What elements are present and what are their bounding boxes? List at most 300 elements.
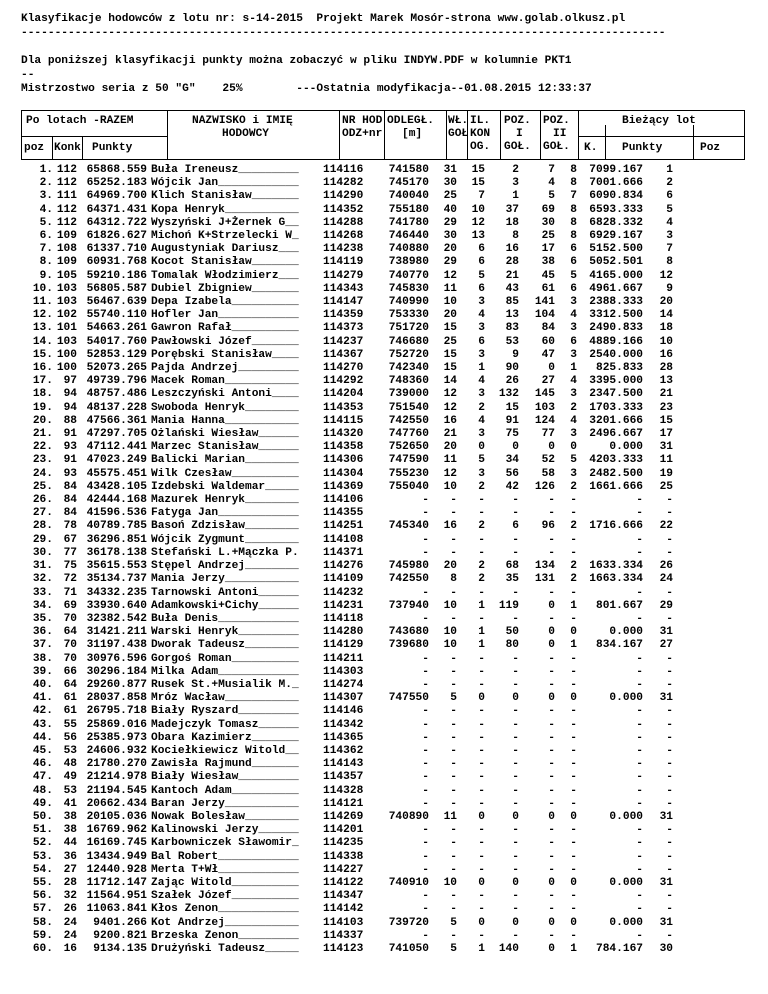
row-il-kon: - [478, 850, 485, 863]
table-row [21, 771, 673, 784]
row-poz-i: - [512, 903, 519, 916]
row-il-kon: 0 [478, 916, 485, 929]
row-current-poz: 27 [659, 639, 673, 652]
row-konk: 49 [63, 771, 77, 784]
row-il-kon: 2 [478, 520, 485, 533]
row-position: 48. [32, 784, 53, 797]
row-current-points: 3201.666 [589, 414, 643, 427]
row-k: 1 [570, 942, 577, 955]
row-konk: 78 [63, 520, 77, 533]
row-current-poz: - [666, 837, 673, 850]
row-il-kon: 5 [478, 454, 485, 467]
table-row [21, 468, 673, 481]
row-il-kon: 7 [478, 190, 485, 203]
row-breeder-name: Fatyga Jan____________ [151, 507, 299, 520]
row-konk: 84 [63, 480, 77, 493]
row-position: 29. [32, 533, 53, 546]
row-breeder-name: Zając Witold__________ [151, 876, 299, 889]
row-il-kon: - [478, 494, 485, 507]
row-konk: 53 [63, 784, 77, 797]
row-current-points: 2540.000 [589, 348, 643, 361]
row-wl-gol: - [450, 784, 457, 797]
row-points: 47297.705 [86, 428, 147, 441]
row-position: 11. [32, 296, 53, 309]
row-distance: 739000 [388, 388, 429, 401]
row-distance: 748360 [388, 375, 429, 388]
header-divider [52, 136, 53, 160]
row-poz-ii: 141 [534, 296, 555, 309]
table-row [21, 758, 673, 771]
row-wl-gol: - [450, 678, 457, 691]
row-distance: 755180 [388, 203, 429, 216]
row-current-points: 0.000 [609, 810, 643, 823]
row-wl-gol: 11 [443, 454, 457, 467]
row-current-poz: 31 [659, 916, 673, 929]
row-il-kon: - [478, 863, 485, 876]
table-row [21, 190, 673, 203]
row-current-poz: - [666, 718, 673, 731]
row-k: 8 [570, 177, 577, 190]
row-poz-ii: - [548, 494, 555, 507]
header-divider [578, 110, 579, 160]
row-current-points: 2496.667 [589, 428, 643, 441]
row-current-points: 2482.500 [589, 467, 643, 480]
row-position: 9. [39, 269, 53, 282]
row-current-points: 4165.000 [589, 269, 643, 282]
row-poz-i: 140 [498, 942, 519, 955]
row-current-poz: 13 [659, 375, 673, 388]
row-breeder-name: Szałek Józef__________ [151, 890, 299, 903]
table-row [21, 890, 673, 903]
row-poz-i: - [512, 863, 519, 876]
row-konk: 64 [63, 626, 77, 639]
row-k: - [570, 797, 577, 810]
row-poz-i: 9 [512, 348, 519, 361]
row-poz-ii: - [548, 824, 555, 837]
row-current-poz: - [666, 771, 673, 784]
row-poz-ii: 69 [541, 203, 555, 216]
row-current-poz: 18 [659, 322, 673, 335]
row-nr-hod: 114109 [323, 573, 364, 586]
row-points: 34332.235 [86, 586, 147, 599]
row-distance: - [422, 705, 429, 718]
row-breeder-name: Gawron Rafał__________ [151, 322, 299, 335]
row-current-points: 2347.500 [589, 388, 643, 401]
row-il-kon: 12 [471, 216, 485, 229]
row-poz-ii: - [548, 890, 555, 903]
row-breeder-name: Pawłowski Józef_______ [151, 335, 299, 348]
table-row [21, 877, 673, 890]
row-poz-ii: - [548, 850, 555, 863]
row-wl-gol: 12 [443, 388, 457, 401]
row-distance: 751540 [388, 401, 429, 414]
row-distance: 742550 [388, 573, 429, 586]
row-poz-ii: 47 [541, 348, 555, 361]
row-points: 40789.785 [86, 520, 147, 533]
row-nr-hod: 114201 [323, 824, 364, 837]
row-distance: - [422, 507, 429, 520]
row-current-poz: 15 [659, 414, 673, 427]
row-points: 41596.536 [86, 507, 147, 520]
row-poz-ii: 38 [541, 256, 555, 269]
row-current-poz: - [666, 863, 673, 876]
table-row [21, 745, 673, 758]
row-poz-ii: 131 [534, 573, 555, 586]
row-k: 7 [570, 190, 577, 203]
table-row [21, 705, 673, 718]
row-k: - [570, 665, 577, 678]
row-poz-ii: 0 [548, 810, 555, 823]
row-nr-hod: 114119 [323, 256, 364, 269]
row-points: 59210.186 [86, 269, 147, 282]
row-konk: 24 [63, 916, 77, 929]
row-current-points: 7001.666 [589, 177, 643, 190]
row-nr-hod: 114355 [323, 507, 364, 520]
row-points: 11712.147 [86, 876, 147, 889]
row-il-kon: - [478, 744, 485, 757]
row-konk: 69 [63, 599, 77, 612]
row-wl-gol: 12 [443, 401, 457, 414]
row-position: 22. [32, 441, 53, 454]
row-k: - [570, 903, 577, 916]
row-current-points: 0.000 [609, 916, 643, 929]
row-current-poz: - [666, 744, 673, 757]
row-distance: 740770 [388, 269, 429, 282]
row-breeder-name: Karbowniczek Sławomir_ [151, 837, 299, 850]
row-position: 7. [39, 243, 53, 256]
row-points: 60931.768 [86, 256, 147, 269]
row-poz-ii: - [548, 744, 555, 757]
row-current-poz: 20 [659, 296, 673, 309]
row-nr-hod: 114276 [323, 560, 364, 573]
header-b-punkty: Punkty [622, 142, 663, 154]
table-row [21, 903, 673, 916]
row-poz-i: - [512, 837, 519, 850]
row-current-poz: 26 [659, 560, 673, 573]
row-wl-gol: 29 [443, 256, 457, 269]
row-k: - [570, 929, 577, 942]
row-konk: 70 [63, 612, 77, 625]
table-row [21, 547, 673, 560]
row-distance: 745170 [388, 177, 429, 190]
row-points: 25385.973 [86, 731, 147, 744]
row-poz-ii: 134 [534, 560, 555, 573]
row-wl-gol: - [450, 612, 457, 625]
row-position: 47. [32, 771, 53, 784]
row-current-points: - [636, 652, 643, 665]
row-breeder-name: Porębski Stanisław____ [151, 348, 299, 361]
row-current-poz: 2 [666, 177, 673, 190]
row-wl-gol: 14 [443, 375, 457, 388]
row-wl-gol: - [450, 771, 457, 784]
row-poz-i: - [512, 546, 519, 559]
row-points: 64969.700 [86, 190, 147, 203]
row-position: 16. [32, 362, 53, 375]
row-current-poz: - [666, 705, 673, 718]
header-wl: WŁ. [448, 115, 469, 127]
header-m: [m] [402, 128, 423, 140]
row-breeder-name: Dworak Tadeusz________ [151, 639, 299, 652]
row-il-kon: - [478, 929, 485, 942]
header-hodowcy: HODOWCY [222, 128, 269, 140]
row-il-kon: 1 [478, 599, 485, 612]
row-poz-ii: 52 [541, 454, 555, 467]
table-row [21, 573, 673, 586]
row-position: 54. [32, 863, 53, 876]
row-poz-i: - [512, 507, 519, 520]
row-current-points: - [636, 507, 643, 520]
row-poz-ii: 0 [548, 362, 555, 375]
row-distance: 747550 [388, 692, 429, 705]
row-il-kon: - [478, 837, 485, 850]
row-points: 30296.184 [86, 665, 147, 678]
header-divider [540, 110, 541, 160]
row-poz-i: - [512, 850, 519, 863]
row-konk: 112 [56, 177, 77, 190]
header-i: I [516, 128, 523, 140]
row-nr-hod: 114268 [323, 230, 364, 243]
row-distance: 745980 [388, 560, 429, 573]
row-current-poz: - [666, 678, 673, 691]
row-breeder-name: Mazurek Henryk________ [151, 494, 299, 507]
header-divider [339, 110, 340, 160]
row-poz-i: 28 [505, 256, 519, 269]
row-current-points: 6929.167 [589, 230, 643, 243]
row-current-points: - [636, 612, 643, 625]
row-points: 36178.138 [86, 546, 147, 559]
row-konk: 53 [63, 744, 77, 757]
row-breeder-name: Macek Roman___________ [151, 375, 299, 388]
row-il-kon: 3 [478, 348, 485, 361]
row-distance: 742340 [388, 362, 429, 375]
table-row [21, 719, 673, 732]
row-k: - [570, 546, 577, 559]
row-current-points: 1716.666 [589, 520, 643, 533]
row-nr-hod: 114274 [323, 678, 364, 691]
row-current-poz: - [666, 507, 673, 520]
row-breeder-name: Nowak Bolesław________ [151, 810, 299, 823]
row-points: 64371.431 [86, 203, 147, 216]
row-k: 3 [570, 296, 577, 309]
table-row [21, 494, 673, 507]
row-il-kon: 2 [478, 573, 485, 586]
row-position: 40. [32, 678, 53, 691]
row-wl-gol: - [450, 824, 457, 837]
table-row [21, 204, 673, 217]
row-nr-hod: 114115 [323, 414, 364, 427]
header-rule [578, 136, 745, 137]
row-nr-hod: 114269 [323, 810, 364, 823]
row-il-kon: - [478, 705, 485, 718]
row-nr-hod: 114122 [323, 876, 364, 889]
row-points: 20105.036 [86, 810, 147, 823]
row-konk: 112 [56, 203, 77, 216]
row-poz-i: 85 [505, 296, 519, 309]
row-il-kon: - [478, 771, 485, 784]
row-konk: 103 [56, 296, 77, 309]
row-il-kon: 6 [478, 335, 485, 348]
row-k: 2 [570, 401, 577, 414]
row-current-points: - [636, 863, 643, 876]
row-current-points: 1661.666 [589, 480, 643, 493]
row-distance: - [422, 744, 429, 757]
row-points: 56467.639 [86, 296, 147, 309]
row-poz-ii: - [548, 863, 555, 876]
header-gol1: GOŁ. [504, 141, 531, 153]
row-il-kon: 2 [478, 401, 485, 414]
row-k: 6 [570, 243, 577, 256]
row-breeder-name: Warski Henryk_________ [151, 626, 299, 639]
row-position: 20. [32, 414, 53, 427]
row-poz-ii: 61 [541, 282, 555, 295]
row-distance: - [422, 586, 429, 599]
row-wl-gol: 29 [443, 216, 457, 229]
row-poz-ii: 0 [548, 441, 555, 454]
row-position: 24. [32, 467, 53, 480]
row-konk: 88 [63, 414, 77, 427]
row-current-points: 0.000 [609, 626, 643, 639]
row-poz-ii: - [548, 705, 555, 718]
row-poz-i: 26 [505, 375, 519, 388]
row-breeder-name: Hofler Jan____________ [151, 309, 299, 322]
row-k: - [570, 784, 577, 797]
row-wl-gol: 16 [443, 414, 457, 427]
row-current-points: 7099.167 [589, 164, 643, 176]
row-konk: 61 [63, 692, 77, 705]
table-row [21, 798, 673, 811]
row-points: 54663.261 [86, 322, 147, 335]
row-distance: - [422, 929, 429, 942]
row-position: 39. [32, 665, 53, 678]
row-current-points: 784.167 [596, 942, 643, 955]
table-row [21, 296, 673, 309]
row-poz-i: - [512, 705, 519, 718]
row-distance: 751720 [388, 322, 429, 335]
row-poz-i: - [512, 665, 519, 678]
row-nr-hod: 114123 [323, 942, 364, 955]
table-row [21, 336, 673, 349]
row-poz-i: - [512, 771, 519, 784]
row-nr-hod: 114365 [323, 731, 364, 744]
row-distance: 753330 [388, 309, 429, 322]
row-points: 29260.877 [86, 678, 147, 691]
table-row [21, 230, 673, 243]
row-k: 4 [570, 375, 577, 388]
table-row [21, 943, 673, 956]
row-breeder-name: Wójcik Zygmunt________ [151, 533, 299, 546]
row-position: 35. [32, 612, 53, 625]
header-konk: Konk [54, 142, 81, 154]
row-poz-i: 8 [512, 230, 519, 243]
row-poz-i: 16 [505, 243, 519, 256]
row-wl-gol: - [450, 533, 457, 546]
row-position: 6. [39, 230, 53, 243]
row-il-kon: 6 [478, 243, 485, 256]
row-poz-ii: - [548, 546, 555, 559]
row-breeder-name: Zawisła Rajmund_______ [151, 758, 299, 771]
header-kon: KON [470, 128, 491, 140]
row-distance: 739680 [388, 639, 429, 652]
row-points: 33930.640 [86, 599, 147, 612]
row-current-points: 834.167 [596, 639, 643, 652]
row-il-kon: - [478, 903, 485, 916]
row-breeder-name: Kot Andrzej___________ [151, 916, 299, 929]
row-nr-hod: 114204 [323, 388, 364, 401]
row-breeder-name: Stefański L.+Mączka P. [151, 546, 299, 559]
row-current-points: 5052.501 [589, 256, 643, 269]
row-k: 2 [570, 480, 577, 493]
row-poz-i: 68 [505, 560, 519, 573]
row-distance: 742550 [388, 414, 429, 427]
row-poz-ii: - [548, 533, 555, 546]
row-poz-i: - [512, 678, 519, 691]
row-poz-ii: 27 [541, 375, 555, 388]
row-poz-ii: - [548, 507, 555, 520]
row-points: 20662.434 [86, 797, 147, 810]
row-poz-ii: 104 [534, 309, 555, 322]
row-position: 2. [39, 177, 53, 190]
row-poz-ii: 0 [548, 942, 555, 955]
row-position: 19. [32, 401, 53, 414]
row-konk: 109 [56, 230, 77, 243]
row-il-kon: 3 [478, 322, 485, 335]
row-breeder-name: Augustyniak Dariusz___ [151, 243, 299, 256]
table-row [21, 679, 673, 692]
row-distance: - [422, 863, 429, 876]
row-wl-gol: - [450, 890, 457, 903]
row-current-points: 3312.500 [589, 309, 643, 322]
table-row [21, 534, 673, 547]
row-nr-hod: 114362 [323, 744, 364, 757]
row-current-points: - [636, 797, 643, 810]
table-row [21, 732, 673, 745]
row-k: - [570, 758, 577, 771]
row-il-kon: 0 [478, 810, 485, 823]
header-nr-hod: NR HOD [342, 115, 383, 127]
row-nr-hod: 114279 [323, 269, 364, 282]
row-nr-hod: 114211 [323, 652, 364, 665]
series-line: Mistrzostwo seria z 50 "G" 25% ---Ostatnia modyfikacja--01.08.2015 12:33:37 [21, 83, 592, 95]
row-nr-hod: 114116 [323, 164, 364, 176]
row-points: 61337.710 [86, 243, 147, 256]
row-position: 32. [32, 573, 53, 586]
row-breeder-name: Kocot Stanisław_______ [151, 256, 299, 269]
row-distance: 745830 [388, 282, 429, 295]
row-wl-gol: 10 [443, 296, 457, 309]
row-current-poz: - [666, 533, 673, 546]
row-current-poz: - [666, 494, 673, 507]
row-poz-ii: - [548, 929, 555, 942]
row-poz-ii: - [548, 758, 555, 771]
row-wl-gol: 5 [450, 692, 457, 705]
row-k: 8 [570, 203, 577, 216]
row-distance: - [422, 850, 429, 863]
row-wl-gol: - [450, 758, 457, 771]
row-poz-ii: 126 [534, 480, 555, 493]
row-konk: 56 [63, 731, 77, 744]
row-distance: 741050 [388, 942, 429, 955]
row-k: - [570, 731, 577, 744]
row-distance: - [422, 890, 429, 903]
row-position: 33. [32, 586, 53, 599]
row-current-points: 0.000 [609, 692, 643, 705]
row-current-poz: - [666, 758, 673, 771]
row-poz-ii: - [548, 903, 555, 916]
row-k: 2 [570, 560, 577, 573]
row-konk: 93 [63, 467, 77, 480]
table-row [21, 454, 673, 467]
table-row [21, 349, 673, 362]
